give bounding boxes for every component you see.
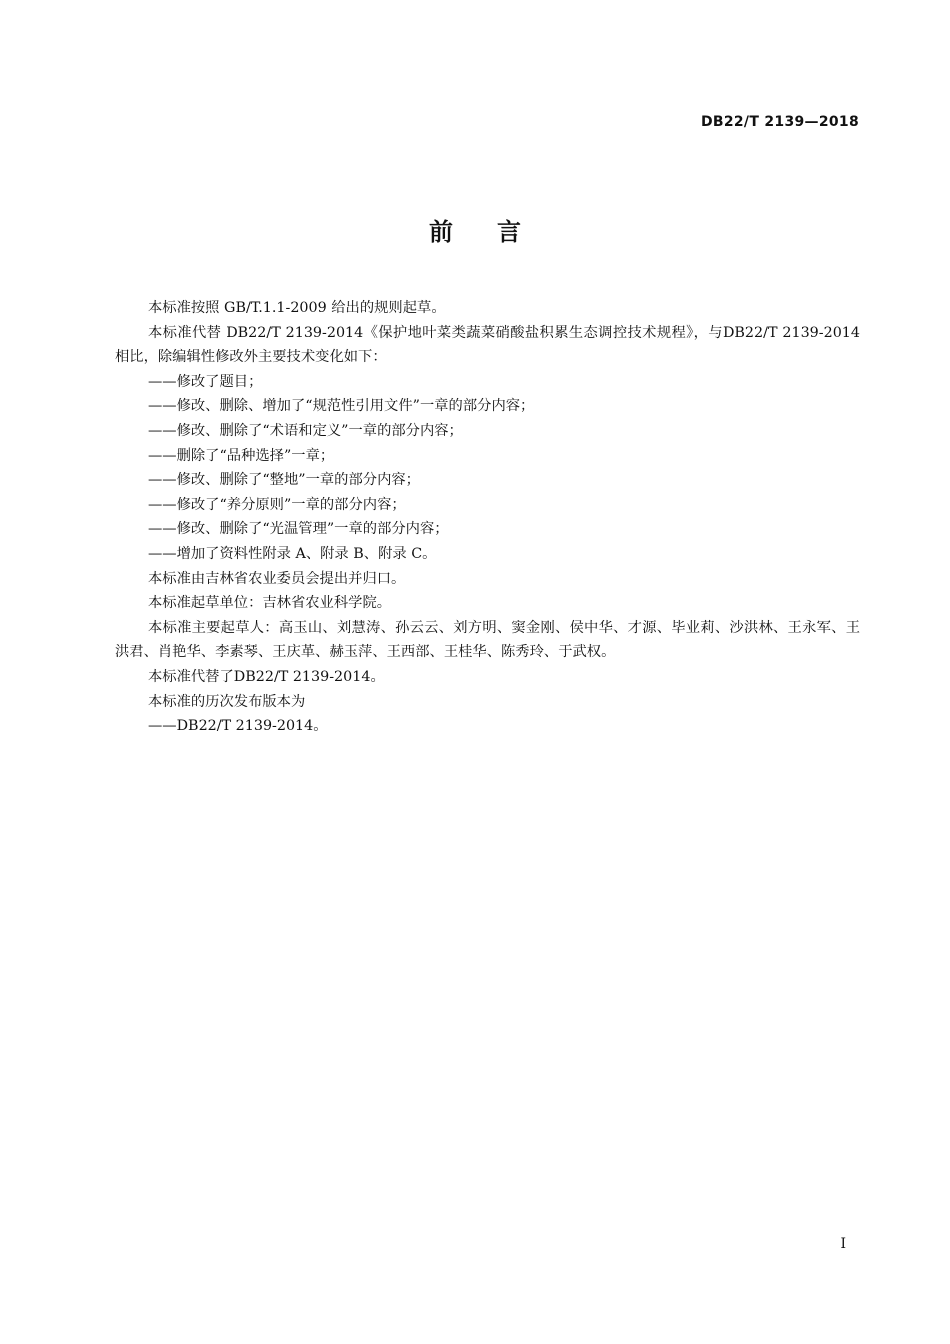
history-item: ——DB22/T 2139-2014。 xyxy=(148,718,328,735)
paragraph-superseded: 本标准代替了DB22/T 2139-2014。 xyxy=(148,668,385,685)
change-item: ——修改了“养分原则”一章的部分内容； xyxy=(148,496,406,513)
paragraph-history-heading: 本标准的历次发布版本为 xyxy=(148,693,306,710)
change-item: ——增加了资料性附录 A、附录 B、附录 C。 xyxy=(148,545,437,562)
paragraph-drafting-unit: 本标准起草单位：吉林省农业科学院。 xyxy=(148,595,392,612)
change-item: ——修改了题目； xyxy=(148,373,263,390)
change-item: ——修改、删除、增加了“规范性引用文件”一章的部分内容； xyxy=(148,398,535,415)
change-item: ——修改、删除了“术语和定义”一章的部分内容； xyxy=(148,422,463,439)
change-item: ——修改、删除了“光温管理”一章的部分内容； xyxy=(148,521,449,538)
foreword-body xyxy=(115,296,860,739)
paragraph-proposer: 本标准由吉林省农业委员会提出并归口。 xyxy=(148,570,406,587)
page-title xyxy=(0,212,950,247)
change-item: ——修改、删除了“整地”一章的部分内容； xyxy=(148,472,420,489)
standard-code: DB22/T 2139—2018 xyxy=(700,114,859,130)
title-char-1: 前 xyxy=(429,218,453,246)
paragraph-drafters: 本标准主要起草人：高玉山、刘慧涛、孙云云、刘方明、窦金刚、侯中华、才源、毕业莉、沙洪林、王永军、王洪君、肖艳华、李素琴、王庆革、赫玉萍、王西部、王桂华、陈秀玲、于武权。 xyxy=(115,619,860,661)
change-item: ——删除了“品种选择”一章； xyxy=(148,447,335,464)
paragraph-drafting-rules: 本标准按照 GB/T.1.1-2009 给出的规则起草。 xyxy=(148,300,446,316)
paragraph-replaces-standard: 本标准代替 DB22/T 2139-2014《保护地叶菜类蔬菜硝酸盐积累生态调控技术规程》，与DB22/T 2139-2014相比，除编辑性修改外主要技术变化如下： xyxy=(115,324,860,366)
title-char-2: 言 xyxy=(497,218,521,246)
page-number: I xyxy=(840,1236,846,1252)
